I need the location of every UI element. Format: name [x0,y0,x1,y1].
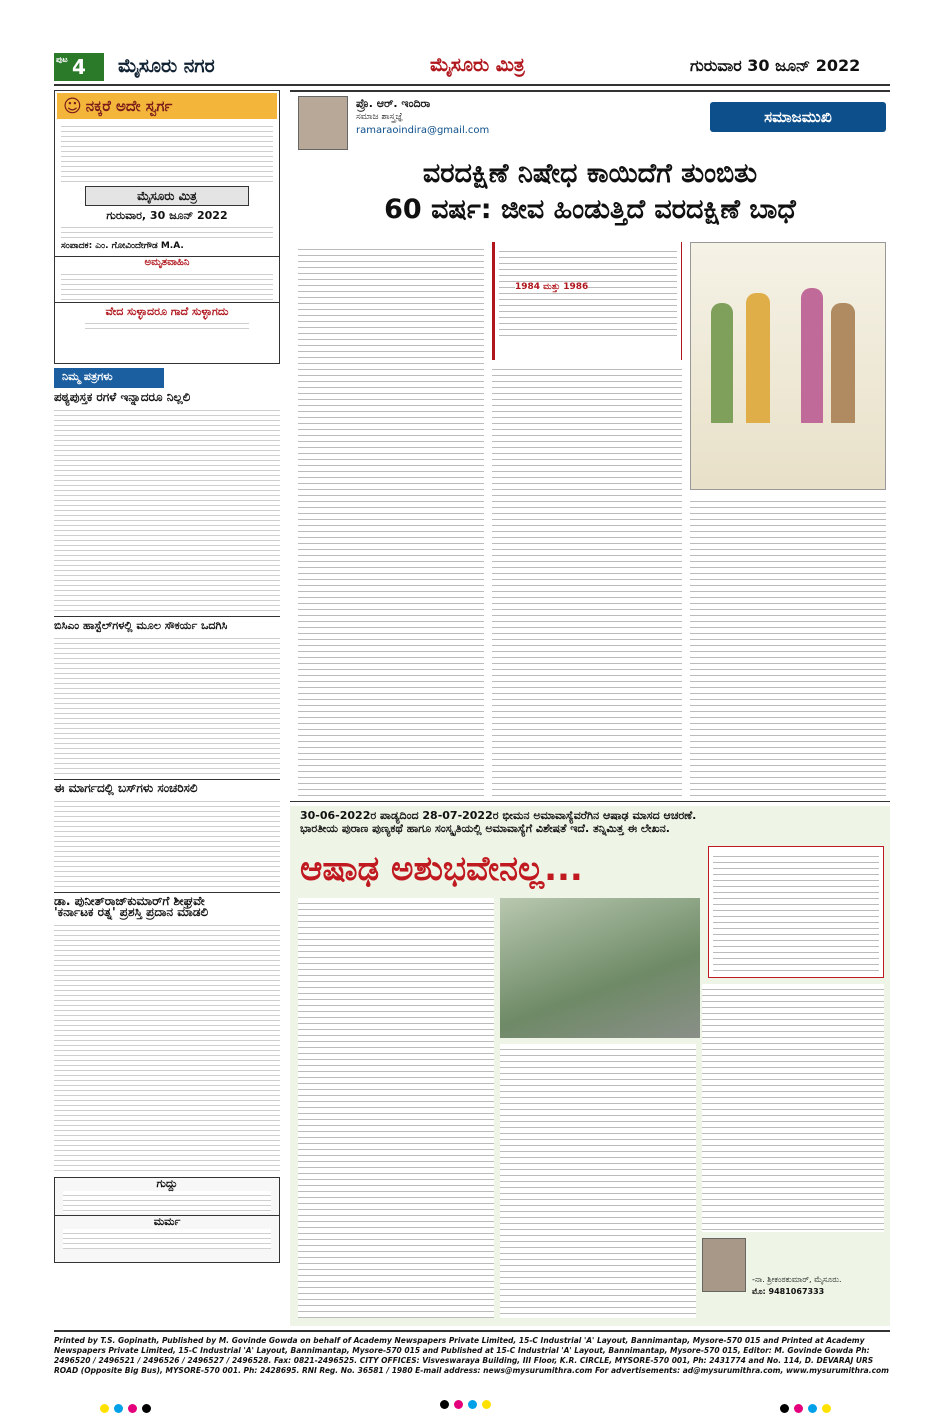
masthead: ಮೈಸೂರು ಮಿತ್ರ [430,54,525,76]
headline-line-1: ವರದಕ್ಷಿಣೆ ನಿಷೇಧ ಕಾಯಿದೆಗೆ ತುಂಬಿತು [422,158,758,189]
ashada-kicker-2: ಭಾರತೀಯ ಪುರಾಣ ಪುಣ್ಯಕಥೆ ಹಾಗೂ ಸಂಸ್ಕೃತಿಯಲ್ಲಿ ಅಮಾವಾಸ್ಯೆಗೆ ವಿಶೇಷತೆ ಇದೆ. ತನ್ನಿಮಿತ್ತ ಈ ಲೇಖನ. [300,822,670,835]
letter4-text [54,921,280,1171]
letter3-text [54,797,280,887]
letter1-text [54,406,280,611]
nakkare-box [54,90,280,364]
ashada-article [290,806,890,1326]
author-role: ಸಮಾಜ ಶಾಸ್ತ್ರಜ್ಞೆ [356,112,404,122]
letter4-title-1: ಡಾ. ಪುನೀತ್‌ರಾಜ್‌ಕುಮಾರ್‌ಗೆ ಶೀಘ್ರವೇ [54,892,280,907]
editor-line: ಸಂಪಾದಕ: ಎಂ. ಗೋವಿಂದೇಗೌಡ M.A. [61,241,184,251]
rain-photo [500,898,700,1038]
mm-box-title: ಮೈಸೂರು ಮಿತ್ರ [85,186,249,206]
ashada-headline: ಆಷಾಢ ಅಶುಭವೇನಲ್ಲ... [300,849,583,889]
nakkare-text [61,122,273,182]
column-tag: ಸಮಾಜಮುಖಿ [710,102,886,132]
letter2-text [54,634,280,774]
page-number-box [54,53,104,81]
family-illustration [690,242,886,490]
dowry-article [290,90,890,802]
author-photo [298,96,348,150]
issue-date: ಗುರುವಾರ 30 ಜೂನ್ 2022 [690,56,861,75]
headline-line-2: 60 ವರ್ಷ: ಜೀವ ಹಿಂಡುತ್ತಿದೆ ವರದಕ್ಷಿಣೆ ಬಾಧೆ [384,194,796,225]
header-rule [54,84,890,86]
veda-text [85,319,249,331]
guddu-title: ಗುದ್ದು [156,1177,178,1190]
section-title: ಮೈಸೂರು ನಗರ [118,55,215,77]
guddu-text [63,1191,271,1213]
veda-title: ವೇದ ಸುಳ್ಳಾದರೂ ಗಾದೆ ಸುಳ್ಳಾಗದು [55,302,279,317]
laugh-icon: ☺ [63,95,82,117]
guddu-box [54,1177,280,1263]
marma-title: ಮರ್ಮ [55,1215,279,1227]
pull-quote [492,242,682,360]
pull-quote-highlight: 1984 ಮತ್ತು 1986 [515,282,589,292]
letter3-title: ಈ ಮಾರ್ಗದಲ್ಲಿ ಬಸ್‌ಗಳು ಸಂಚರಿಸಲಿ [54,779,280,794]
letters-column [54,368,280,1328]
letter4-title-2: 'ಕರ್ನಾಟಕ ರತ್ನ' ಪ್ರಶಸ್ತಿ ಪ್ರದಾನ ಮಾಡಲಿ [54,905,209,919]
page-number: 4 [72,55,86,79]
amrutha-text [61,270,273,300]
ashada-pullquote [708,846,884,978]
letters-tag: ನಿಮ್ಮ ಪತ್ರಗಳು [54,368,164,388]
writer-photo [702,1238,746,1292]
letter1-title: ಪಠ್ಯಪುಸ್ತಕ ರಗಳೆ ಇನ್ನಾದರೂ ನಿಲ್ಲಲಿ [54,390,191,404]
amrutha-title: ಅಮೃತವಾಹಿನಿ [55,256,279,268]
letter2-title: ಬಿಸಿಎಂ ಹಾಸ್ಟೆಲ್‌ಗಳಲ್ಲಿ ಮೂಲ ಸೌಕರ್ಯ ಒದಗಿಸಿ [54,616,280,631]
ashada-col-1 [298,898,494,1318]
page-label: ಪುಟ [56,55,68,64]
ashada-phone: ಮೊ: 9481067333 [752,1287,825,1296]
ashada-col-3 [702,984,884,1232]
registration-dots-left [100,1404,151,1413]
author-name: ಪ್ರೊ. ಆರ್. ಇಂದಿರಾ [356,97,431,110]
ashada-kicker-1: 30-06-2022ರ ಪಾಡ್ಯದಿಂದ 28-07-2022ರ ಭೀಮನ ಅಮಾವಾಸ್ಯೆವರೆಗಿನ ಆಷಾಢ ಮಾಸದ ಆಚರಣೆ. [300,809,697,822]
registration-dots-right [780,1404,831,1413]
registration-dots [440,1400,491,1409]
mm-box-date: ಗುರುವಾರ, 30 ಜೂನ್ 2022 [106,209,228,222]
nakkare-title: ನಕ್ಕರೆ ಅದೇ ಸ್ವರ್ಗ [85,96,173,115]
ashada-byline: -ನಾ. ಶ್ರೀಕಂಠಕುಮಾರ್, ಮೈಸೂರು. [752,1275,842,1284]
mm-box-text [61,223,273,239]
marma-text [63,1229,271,1249]
article-col-1 [298,244,484,796]
author-email[interactable]: ramaraoindira@gmail.com [356,125,490,136]
article-col-2 [492,364,682,796]
ashada-col-2 [500,1044,696,1318]
footer-imprint: Printed by T.S. Gopinath, Published by M. Govinde Gowda on behalf of Academy Newspapers Private Limited, 15-C Industrial 'A' Layout, Bannimantap, Mysore-570 015 and Printed at Academy Newspapers Private Limited, 15-C Industrial 'A' Layout, Bannimantap, Mysore-570 015 and Published at 15-C Industrial 'A' Layout, Bannimantap, Mysore-570 015, Editor: M. Govinde Gowda Ph: 2496520 / 2496521 / 2496526 / 2496527 / 2496528. Fax: 0821-2496525. CITY OFFICES: Visveswaraya Building, III Floor, K.R. CIRCLE, MYSORE-570 001, Ph: 2431774 and No. 114, D. DEVARAJ URS ROAD (Opposite Big Bus), MYSORE-570 001. Ph: 2428695. RNI Reg. No. 36581 / 1980 E-mail address: news@mysurumithra.com For advertisements: ad@mysurumithra.com, www.mysurumithra.com [54,1330,890,1395]
article-col-3 [690,496,886,796]
